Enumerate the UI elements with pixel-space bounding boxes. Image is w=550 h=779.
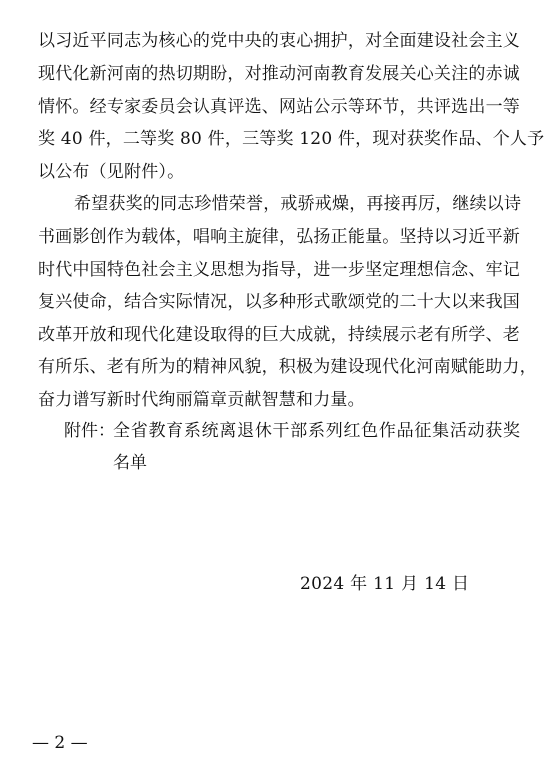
page-number: — 2 — bbox=[32, 733, 88, 753]
paragraph-line: 有所乐、老有所为的精神风貌，积极为建设现代化河南赋能助力， bbox=[38, 357, 537, 377]
paragraph-line: 时代中国特色社会主义思想为指导，进一步坚定理想信念、牢记 bbox=[38, 260, 520, 280]
document-date: 2024 年 11 月 14 日 bbox=[300, 574, 470, 594]
attachment-label: 附件： bbox=[64, 421, 115, 441]
paragraph-line: 奋力谱写新时代绚丽篇章贡献智慧和力量。 bbox=[38, 390, 365, 410]
paragraph-line: 希望获奖的同志珍惜荣誉，戒骄戒燥，再接再厉，继续以诗 bbox=[74, 194, 522, 214]
paragraph-line: 以公布（见附件）。 bbox=[38, 162, 185, 182]
paragraph-line: 情怀。经专家委员会认真评选、网站公示等环节，共评选出一等 bbox=[38, 97, 520, 117]
paragraph-line: 书画影创作为载体，唱响主旋律，弘扬正能量。坚持以习近平新 bbox=[38, 227, 520, 247]
attachment-title-line: 名单 bbox=[113, 453, 147, 473]
paragraph-line: 以习近平同志为核心的党中央的衷心拥护，对全面建设社会主义 bbox=[38, 31, 520, 51]
paragraph-line: 改革开放和现代化建设取得的巨大成就，持续展示老有所学、老 bbox=[38, 325, 520, 345]
attachment-title-line: 全省教育系统离退休干部系列红色作品征集活动获奖 bbox=[113, 421, 520, 441]
paragraph-line: 复兴使命，结合实际情况，以多种形式歌颂党的二十大以来我国 bbox=[38, 292, 520, 312]
paragraph-line: 现代化新河南的热切期盼，对推动河南教育发展关心关注的赤诚 bbox=[38, 64, 520, 84]
paragraph-line: 奖 40 件，二等奖 80 件，三等奖 120 件，现对获奖作品、个人予 bbox=[38, 129, 545, 149]
